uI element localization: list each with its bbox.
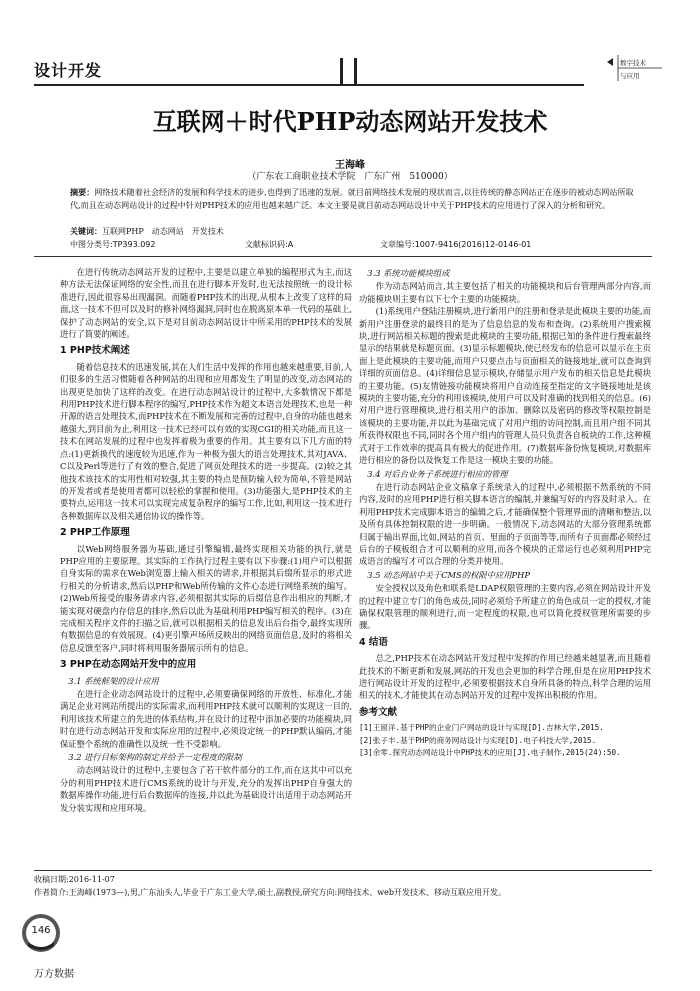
received-date: 收稿日期:2016-11-07 xyxy=(34,875,115,884)
abstract-text: 网络技术随着社会经济的发展和科学技术的进步,也得到了迅速的发展。就目前网络技术发展的现状而言,以往传统的静态网站正在逐步的被动态网站所取代,而且在动态网站设计的过程中针对PHP技术的应用也越来越广泛。本文主要是就目前动态网站设计中关于PHP技术的应用进行了深入的分析和研究。 xyxy=(70,187,634,210)
author-bio: 作者简介:王海峰(1973—),男,广东汕头人,毕业于广东工业大学,硕士,副教授,研究方向:网络技术、web开发技术、移动互联应用开发。 xyxy=(34,888,506,897)
section-4-heading: 4 结语 xyxy=(359,636,388,648)
journal-logo xyxy=(604,53,664,83)
reference-item: [3]余零.探究动态网站设计中PHP技术的应用[J].电子制作,2015(24):50. xyxy=(359,748,621,758)
subsection-3-2-heading: 3.2 进行目标架构的制定并给予一定程度的限制 xyxy=(68,752,242,763)
subsection-3-3-modules: (1)系统用户登陆注册模块,进行新用户的注册和登录是此模块主要的功能,而新用户注册登录的最终目的是为了信息信息的发布和查询。(2)系统用户搜索模块,进行网站相关标题的搜索是此模块的主要功能,根据已知的条件进行搜索最终显示的结果就是标题页面。(3)显示标题模块,使已经发布的信息可以显示在主页面上是此模块的主要功能,而用户只要点击与页面相关的链接地址,就可以查询到详细的页面信息。(4)详细信息显示模块,存储显示用户发布的相关信息是此模块的主要功能。(5)友情链接功能模块将用户自动连接至指定的文字链接地址是该模块的主要功能,充分的利用该模块,使用户可以及时准确的找到相关的信息。(6)对用户进行管理模块,进行相关用户的添加、删除以及密码的修改等权限控制是该模块的主要功能,并以此为基础完成了对用户组的访问控制,而且用户组不同其所获得权限也不同,同时各个用户组内的管理人员只负责各自板块的工作,这种模式对于工作效率的提高具有极大的促进作用。(7)数据库备份恢复模块,对数据库进行相应的备份以及恢复工作是这一模块主要的功能。 xyxy=(359,306,651,466)
subsection-3-4-heading: 3.4 对后台业务子系统进行相应的管理 xyxy=(367,468,508,479)
keywords-text: 互联网PHP 动态网站 开发技术 xyxy=(102,227,224,236)
subsection-3-4-paragraph: 在进行动态网站企业文稿拿子系统录入的过程中,必须根据不然系统的不同内容,及时的应用PHP进行相关脚本语言的编制,并兼编写好的内容及时录入。在利用PHP技术完成脚本语言的编辑之后,才能确保整个管理界面的清晰和整洁,以及所有具体控制权限的进一步明确。一般情况下,动态网站的大部分管理系统都归属于输出界面,比如,网站的首页、里面的子页面等等,而所有子页面都必须经过后台的子模板组合才可以顺利的应用,而各个模块的正常运行也必须利用PHP完成语言的编写才可以合理的分类并使用。 xyxy=(359,481,651,567)
section-2-paragraph: 以Web网络服务器为基础,通过引擎编辑,最终实现相关功能的执行,就是PHP应用的主要原理。其实际的工作执行过程主要有以下步骤:(1)用户可以根据自身实际的需求在Web浏览器上输入相关的请求,并根据其后缀所显示的形式进行相关的分析请求,然后以PHP和Web所传输的文件心态进行网络系统的编写。(2)Web所接受的服务请求内容,必须根据其实际的后缀信息作出相应的判断,才能实现对硬盘内存信息的排序,然后以此为基础利用PHP编写相关的程序。(3)在完成相关程序文件的扫描之后,就可以根据相关的信息发出后台指令,最终实现所有数据信息的有效展现。(4)更引擎声场所反映出的网络页面信息,及时的将相关信息反馈至客户,同时将利用服务器展示所有的信息。 xyxy=(60,543,352,653)
header-divider-bar xyxy=(340,58,343,84)
reference-item: [1]王留洋.基于PHP的企业门户网站的设计与实现[D].吉林大学,2015. xyxy=(359,723,604,733)
subsection-3-2-paragraph: 动态网站设计的过程中,主要包含了若干软件部分的工作,而在这其中可以充分的利用PHP技术进行CMS系统的设计与开发,充分的发挥出PHP自身强大的数据库操作功能,进行后台数据库的连接,并以此为基础设计出适用于动态网站开发分装实现和应用环境。 xyxy=(60,765,352,813)
footer-rule xyxy=(34,870,652,871)
right-column xyxy=(359,266,651,759)
section-1-heading: 1 PHP技术阐述 xyxy=(60,345,130,357)
subsection-3-5-heading: 3.5 动态网站中关于CMS的权限中应用PHP xyxy=(367,569,530,580)
logo-text-line2: 与应用 xyxy=(620,72,640,80)
document-code: 文献标识码:A xyxy=(245,240,294,249)
reference-item: [2]张子丰.基于PHP的商务网站设计与实现[D].电子科技大学,2015. xyxy=(359,735,597,745)
section-3-heading: 3 PHP在动态网站开发中的应用 xyxy=(60,659,197,671)
article-number: 文章编号:1007-9416(2016)12-0146-01 xyxy=(380,240,532,249)
section-label: 设计开发 xyxy=(34,61,103,80)
subsection-3-1-paragraph: 在进行企业动态网站设计的过程中,必须要确保网络的开放性、标准化,才能满足企业对网站所提出的实际需求,而利用PHP技术就可以顺利的实现这一目的,利用该技术所建立的先进的体系结构,并在设计的过程中添加必要的功能模块,同时在进行动态网站开发和实际应用的过程中,必须设定统一的PHP默认编码,才能保证整个系统的准确性以及统一性不受影响。 xyxy=(60,689,352,749)
subsection-3-1-heading: 3.1 系统框架的设计应用 xyxy=(68,675,159,686)
header-divider-bar xyxy=(354,58,357,84)
page-number: 146 xyxy=(31,925,51,936)
header-rule xyxy=(34,84,584,86)
references-heading: 参考文献 xyxy=(359,706,398,718)
left-column xyxy=(60,266,352,814)
author-affiliation: （广东农工商职业技术学院 广东广州 510000） xyxy=(247,172,453,182)
page-number-badge xyxy=(20,912,62,954)
keywords-label: 关键词： xyxy=(70,227,102,236)
source-watermark: 万方数据 xyxy=(34,969,74,980)
section-1-paragraph: 随着信息技术的迅速发展,其在人们生活中发挥的作用也越来越重要,目前,人们很多的生活习惯随着各种网站的出现和应用都发生了明显的改变,动态网站的出现更是加快了这样的改变。在进行动态网站设计的过程中,大多数情况下都是利用PHP技术进行脚本程序的编写,PHP技术作为超文本语言处理技术,也是一种开源的语言处理技术,而PHP技术在不断发展和完善的过程中,自身的功能也越来越强大,到目前为止,利用这一技术已经可以有效的实现CGI的相关功能,而且这一技术在网站发展的过程中也发挥着极为重要的作用。其主要有以下几方面的特点:(1)更新换代的速度较为迅速,作为一种极为强大的语言处理技术,其对JAVA、C以及Perl等进行了有效的整合,促进了网页处理技术的进一步提高。(2)较之其他技术该技术的实用性相对较强,其主要的特点是预防输入较为简单,不管是网站的开发者或者是使用者都可以轻松的掌握和使用。(3)功能强大,是PHP技术的主要特点,运用这一技术可以实现完成复杂程序的编写工作,比如,利用这一技术进行各种数据库以及相关通信协议的操作等。 xyxy=(60,361,352,521)
subsection-3-3-heading: 3.3 系统功能模块组成 xyxy=(367,268,450,278)
abstract xyxy=(70,186,640,212)
section-2-heading: 2 PHP工作原理 xyxy=(60,527,130,539)
subsection-3-5-paragraph: 安全授权以及角色和联系是LDAP权限管理的主要内容,必须在网站设计开发的过程中建立专门的角色成员,同时必须给予所建立的角色成员一定的授权,才能确保权限管理的顺利进行,而一定程度的权限,也可以简化授权管理所需要的步骤。 xyxy=(359,583,651,631)
subsection-3-3-paragraph: 作为动态网站而言,其主要包括了相关的功能模块和后台管理两部分内容,而功能模块则主要有以下七个主要的功能模块。 xyxy=(359,281,651,304)
logo-text-line1: 数字技术 xyxy=(620,59,646,67)
abstract-separator xyxy=(34,256,652,257)
author-name: 王海峰 xyxy=(335,160,365,171)
intro-paragraph: 在进行传统动态网站开发的过程中,主要是以建立单独的编程形式为主,而这种方法无法保证网络的安全性,而且在进行脚本开发时,也无法按照统一的设计标准进行,因此很容易出现漏洞。而随着PHP技术的出现,从根本上改变了这样的局面,这一技术不但可以及时的修补网络漏洞,同时也在脱离原本单一代码的基础上,保护了动态网站的安全,以下是对目前动态网站设计中所采用的PHP技术的发展进行了简要的阐述。 xyxy=(60,267,352,340)
section-4-paragraph: 总之,PHP技术在动态网站开发过程中发挥的作用已经越来越显著,而且随着此技术的不断更新和发展,网站的开发也会更加的科学合理,但是在应用PHP技术进行网站设计开发的过程中,必须要根据技术自身所具备的特点,科学合理的运用相关的技术,才能使其在动态网站开发的过程中发挥出积极的作用。 xyxy=(359,653,651,701)
abstract-label: 摘要： xyxy=(70,187,95,197)
clc-number: 中图分类号:TP393.092 xyxy=(70,240,156,249)
article-title: 互联网＋时代PHP动态网站开发技术 xyxy=(152,107,548,136)
keywords xyxy=(70,226,224,237)
